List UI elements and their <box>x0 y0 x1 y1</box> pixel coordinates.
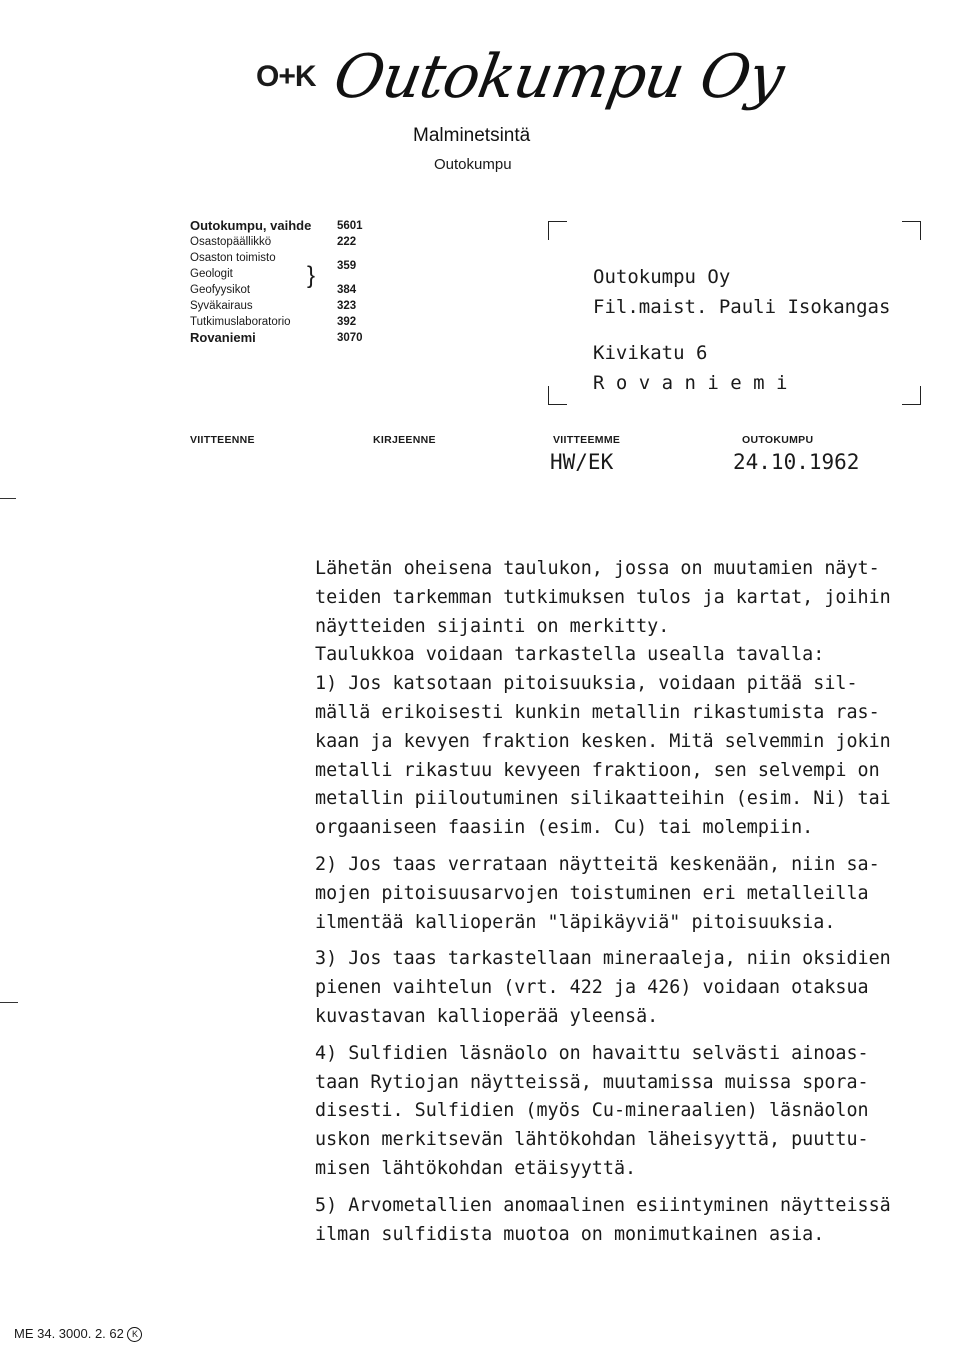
body-line: uskon merkitsevän lähtökohdan läheisyyttä, puuttu- <box>315 1129 869 1151</box>
address-corner-mark <box>902 386 921 405</box>
recipient-line: R o v a n i e m i <box>593 372 788 394</box>
body-line: pienen vaihtelun (vrt. 422 ja 426) voidaan otaksua <box>315 977 869 999</box>
phone-label: Syväkairaus <box>190 300 253 312</box>
address-corner-mark <box>548 221 567 240</box>
phone-row <box>190 298 370 314</box>
company-logo-mark: O+K <box>256 60 316 93</box>
recipient-line: Fil.maist. Pauli Isokangas <box>593 296 891 318</box>
body-line: mojen pitoisuusarvojen toistuminen eri metalleilla <box>315 882 869 904</box>
phone-row <box>190 234 370 250</box>
form-code <box>14 1326 142 1342</box>
body-line: 1) Jos katsotaan pitoisuuksia, voidaan pitää sil- <box>315 673 858 695</box>
address-corner-mark <box>902 221 921 240</box>
phone-number: 359 <box>337 260 357 272</box>
margin-fold-mark <box>0 498 16 499</box>
body-line: näytteiden sijainti on merkitty. <box>315 615 670 637</box>
body-line: ilman sulfidista muotoa on monimutkainen asia. <box>315 1223 825 1245</box>
phone-number: 392 <box>337 316 357 328</box>
body-line: 2) Jos taas verrataan näytteitä keskenään, niin sa- <box>315 853 880 875</box>
phone-directory <box>190 218 370 346</box>
body-line: mällä erikoisesti kunkin metallin rikastumista ras- <box>315 701 880 723</box>
body-line: disesti. Sulfidien (myös Cu-mineraalien) läsnäolon <box>315 1100 869 1122</box>
our-reference-value: HW/EK <box>550 450 614 474</box>
printer-mark-icon: K <box>127 1327 142 1342</box>
body-line: taan Rytiojan näytteissä, muutamissa muissa spora- <box>315 1071 869 1093</box>
body-line: Lähetän oheisena taulukon, jossa on muutamien näyt- <box>315 558 880 579</box>
department-name: Malminetsintä <box>413 125 531 146</box>
ref-label-place: OUTOKUMPU <box>742 434 814 446</box>
letter-date: 24.10.1962 <box>733 450 860 474</box>
letter-body <box>315 555 940 1249</box>
phone-label: Outokumpu, vaihde <box>190 218 312 233</box>
body-line: metallin piiloutuminen silikaatteihin (esim. Ni) tai <box>315 788 891 810</box>
phone-row <box>190 282 370 298</box>
margin-fold-mark <box>0 1002 18 1003</box>
body-line: orgaaniseen faasiin (esim. Cu) tai molempiin. <box>315 817 814 839</box>
company-name-script: Outokumpu Oy <box>328 42 789 112</box>
phone-number: 323 <box>337 300 357 312</box>
phone-label: Geologit <box>190 268 233 280</box>
brace-symbol: } <box>307 262 316 289</box>
address-corner-mark <box>548 386 567 405</box>
letterhead-location: Outokumpu <box>434 156 512 173</box>
body-line: kaan ja kevyen fraktion kesken. Mitä selvemmin jokin <box>315 730 891 752</box>
body-line: 3) Jos taas tarkastellaan mineraaleja, niin oksidien <box>315 948 891 970</box>
phone-label: Rovaniemi <box>190 330 256 345</box>
phone-row-main <box>190 218 370 234</box>
phone-number: 384 <box>337 284 357 296</box>
body-line: teiden tarkemman tutkimuksen tulos ja kartat, joihin <box>315 586 891 608</box>
body-line: 5) Arvometallien anomaalinen esiintyminen näytteissä <box>315 1194 891 1216</box>
phone-number: 222 <box>337 236 357 248</box>
phone-number: 5601 <box>337 220 363 232</box>
ref-label-our-reference: VIITTEEMME <box>553 434 621 446</box>
body-line: 4) Sulfidien läsnäolo on havaittu selvästi ainoas- <box>315 1042 869 1064</box>
ref-label-your-reference: VIITTEENNE <box>190 434 255 446</box>
body-line: metalli rikastuu kevyeen fraktioon, sen selvempi on <box>315 759 880 781</box>
recipient-line: Kivikatu 6 <box>593 342 708 364</box>
phone-row <box>190 314 370 330</box>
recipient-line: Outokumpu Oy <box>593 266 731 288</box>
phone-row <box>190 266 370 282</box>
body-line: ilmentää kallioperän "läpikäyviä" pitoisuuksia. <box>315 911 836 933</box>
body-line: misen lähtökohdan etäisyyttä. <box>315 1157 637 1179</box>
phone-row-rovaniemi <box>190 330 370 346</box>
phone-label: Tutkimuslaboratorio <box>190 316 291 328</box>
body-line: kuvastavan kallioperää yleensä. <box>315 1005 659 1027</box>
ref-label-your-letter: KIRJEENNE <box>373 434 436 446</box>
phone-number: 3070 <box>337 332 363 344</box>
body-line: Taulukkoa voidaan tarkastella usealla tavalla: <box>315 644 825 666</box>
form-code-text: ME 34. 3000. 2. 62 <box>14 1326 124 1341</box>
phone-label: Geofyysikot <box>190 284 251 296</box>
phone-row <box>190 250 370 272</box>
phone-label: Osastopäällikkö <box>190 236 272 248</box>
phone-label: Osaston toimisto <box>190 252 276 264</box>
